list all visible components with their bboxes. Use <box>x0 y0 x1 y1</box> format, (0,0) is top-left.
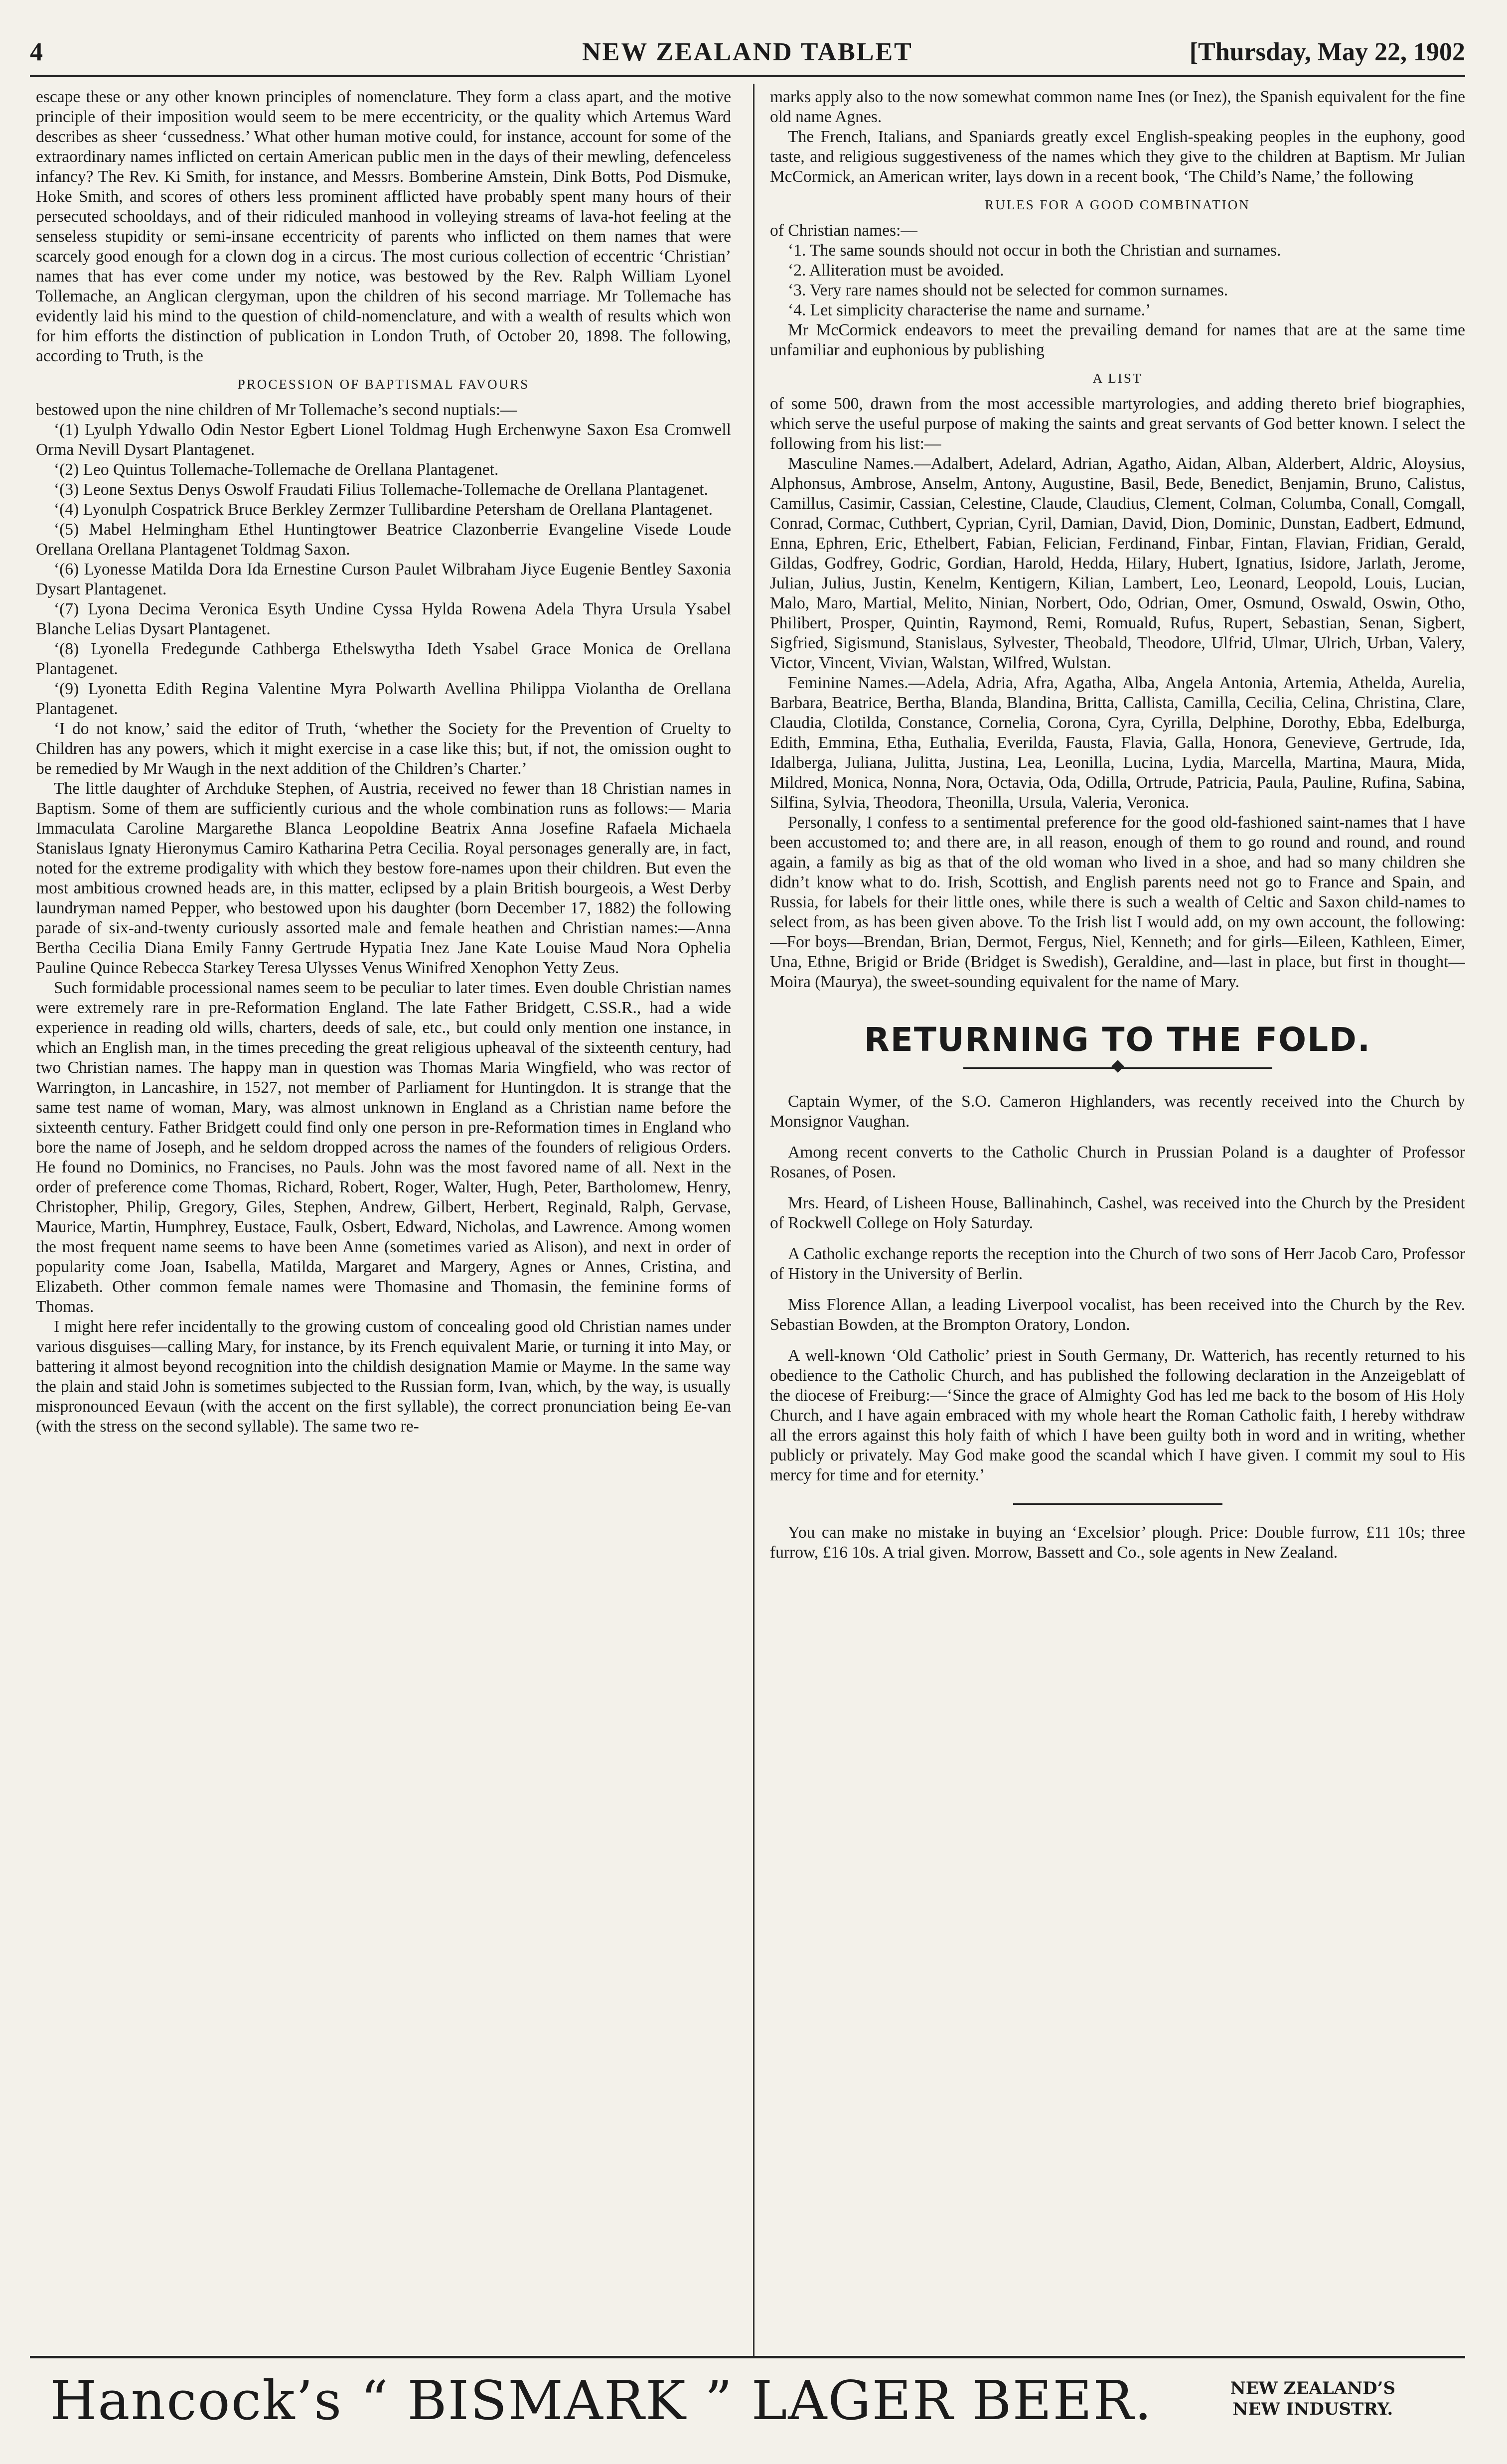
article-paragraph: Such formidable processional names seem to be peculiar to later times. Even double Christian names were extremely rare in pre-Reformation England. The late Father Bridgett, C.SS.R., had a wide experience in reading old wills, charters, deeds of sale, etc., but could only mention one instance, in which an English man, in the times preceding the great religious upheaval of the sixteenth century, had two Christian names. The happy man in question was Thomas Maria Wingfield, who was rector of Warrington, in Lancashire, in 1527, not member of Parliament for Huntingdon. It is strange that the same test name of woman, Mary, was almost unknown in England as a Christian name before the sixteenth century. Father Bridgett could find only one person in pre-Reformation times in England who bore the name of Joseph, and he seldom dropped across the names of the founders of religious Orders. He found no Dominics, no Francises, no Pauls. John was the most favored name of all. Next in the order of preference come Thomas, Richard, Robert, Roger, Walter, Hugh, Peter, Bartholomew, Henry, Christopher, Philip, Gregory, Giles, Stephen, Andrew, Gilbert, Herbert, Reginald, Ralph, Gervase, Maurice, Martin, Humphrey, Eustace, Faulk, Osbert, Edward, Nicholas, and Lawrence. Among women the most frequent name seems to have been Anne (sometimes varied as Alison), and next in order of popularity come Joan, Isabella, Matilda, Margaret and Margery, Agnes or Annes, Cristina, and Elizabeth. Other common female names were Thomasine and Thomasin, the feminine forms of Thomas. <box>36 979 731 1316</box>
plough-advert: You can make no mistake in buying an ‘Excelsior’ plough. Price: Double furrow, £11 10s; three furrow, £16 10s. A trial given. Morrow, Bassett and Co., sole agents in New Zealand. <box>770 1523 1465 1562</box>
right-column <box>770 87 1465 2349</box>
news-item: Mrs. Heard, of Lisheen House, Ballinahinch, Cashel, was received into the Church by the President of Rockwell College on Holy Saturday. <box>770 1194 1465 1232</box>
footer-rule <box>30 2356 1465 2358</box>
rule-item: ‘1. The same sounds should not occur in both the Christian and surnames. <box>788 241 1281 260</box>
rule-item: ‘4. Let simplicity characterise the name and surname.’ <box>788 301 1151 319</box>
lager-advert: Hancock’s “ BISMARK ” LAGER BEER. <box>50 2370 1153 2432</box>
name-list-item: ‘(1) Lyulph Ydwallo Odin Nestor Egbert Lionel Toldmag Hugh Erchenwyne Saxon Esa Cromwell Orma Nevill Dysart Plantagenet. <box>36 421 731 459</box>
industry-line-1: NEW ZEALAND’S <box>1230 2378 1395 2398</box>
list-subhead: A LIST <box>1092 371 1143 386</box>
advert-rule <box>1013 1503 1222 1505</box>
article-subhead: PROCESSION OF BAPTISMAL FAVOURS <box>237 377 530 392</box>
name-list-item: ‘(2) Leo Quintus Tollemache-Tollemache de Orellana Plantagenet. <box>54 460 499 479</box>
name-list-item: ‘(7) Lyona Decima Veronica Esyth Undine Cyssa Hylda Rowena Adela Thyra Ursula Ysabel Blanche Lelias Dysart Plantagenet. <box>36 600 731 638</box>
name-list-item: ‘(9) Lyonetta Edith Regina Valentine Myra Polwarth Avellina Philippa Violantha de Orellana Plantagenet. <box>36 680 731 718</box>
news-item: Captain Wymer, of the S.O. Cameron Highlanders, was recently received into the Church by Monsignor Vaughan. <box>770 1092 1465 1131</box>
name-list-item: ‘(4) Lyonulph Cospatrick Bruce Berkley Zermzer Tullibardine Petersham de Orellana Plantagenet. <box>54 500 713 519</box>
article-paragraph: ‘I do not know,’ said the editor of Truth, ‘whether the Society for the Prevention of Cruelty to Children has any powers, which it might exercise in a case like this; but, if not, the omission ought to be remedied by Mr Waugh in the next addition of the Children’s Charter.’ <box>36 720 731 778</box>
rule-item: ‘2. Alliteration must be avoided. <box>788 261 1004 280</box>
name-list-item: ‘(6) Lyonesse Matilda Dora Ida Ernestine Curson Paulet Wilbraham Jiyce Eugenie Bentley Saxonia Dysart Plantagenet. <box>36 560 731 598</box>
article-paragraph: escape these or any other known principles of nomenclature. They form a class apart, and the motive principle of their imposition would seem to be mere eccentricity, or the quality which Artemus Ward describes as sheer ‘cussedness.’ What other human motive could, for instance, account for some of the extraordinary names inflicted on certain American public men in the days of their mewling, defenceless infancy? The Rev. Ki Smith, for instance, and Messrs. Bomberine Amstein, Dink Botts, Pod Dismuke, Hoke Smith, and scores of others less prominent afflicted have probably spent many hours of their persecuted schooldays, and of their ridiculed manhood in volleying streams of lava-hot feeling at the senseless stupidity or semi-insane eccentricity of parents who inflicted on them names that were scarcely good enough for a clown dog in a circus. The most curious collection of eccentric ‘Christian’ names that has ever come under my notice, was bestowed by the Rev. Ralph William Lyonel Tollemache, an Anglican clergyman, upon the children of his second marriage. Mr Tollemache has evidently laid his mind to the question of child-nomenclature, and with a wealth of results which won for him efforts the distinction of publication in London Truth, of October 20, 1898. The following, according to Truth, is the <box>36 88 731 365</box>
rules-subhead: RULES FOR A GOOD COMBINATION <box>985 197 1250 212</box>
article-paragraph: The French, Italians, and Spaniards greatly excel English-speaking peoples in the euphony, good taste, and religious suggestiveness of the names which they give to the children at Baptism. Mr Julian McCormick, an American writer, lays down in a recent book, ‘The Child’s Name,’ the following <box>770 128 1465 186</box>
article-paragraph: I might here refer incidentally to the growing custom of concealing good old Christian names under various disguises—calling Mary, for instance, by its French equivalent Marie, or turning it into May, or battering it almost beyond recognition into the childish designation Mamie or Mayme. In the same way the plain and staid John is sometimes subjected to the Russian form, Ivan, which, by the way, is usually mispronounced Eevaun (with the accent on the first syllable), the correct pronunciation being Ee-van (with the stress on the second syllable). The same two re- <box>36 1317 731 1436</box>
article-paragraph: bestowed upon the nine children of Mr Tollemache’s second nuptials:— <box>36 401 517 419</box>
news-items <box>770 1092 1465 1485</box>
name-list-item: ‘(5) Mabel Helmingham Ethel Huntingtower Beatrice Clazonberrie Evangeline Visede Loude Orellana Orellana Plantagenet Toldmag Saxon. <box>36 520 731 559</box>
rule-item: ‘3. Very rare names should not be selected for common surnames. <box>788 281 1228 299</box>
issue-date: [Thursday, May 22, 1902 <box>1189 38 1465 66</box>
industry-line-2: NEW INDUSTRY. <box>1232 2399 1393 2419</box>
footer-advert <box>30 2363 1465 2443</box>
header-rule <box>30 75 1465 77</box>
article-paragraph: of some 500, drawn from the most accessible martyrologies, and adding thereto brief biographies, which serve the useful purpose of making the saints and great servants of God better known. I select the following from his list:— <box>770 395 1465 453</box>
publication-title: NEW ZEALAND TABLET <box>582 38 913 66</box>
industry-tagline <box>1230 2378 1395 2420</box>
article-paragraph: The little daughter of Archduke Stephen, of Austria, received no fewer than 18 Christian names in Baptism. Some of them are sufficiently curious and the whole combination runs as follows:— Maria Immaculata Caroline Margarethe Blanca Leopoldine Beatrix Anna Josefine Rafaela Michaela Stanislaus Ignaty Hieronymus Camiro Katharina Petra Cecilia. Royal personages generally are, in fact, noted for the extreme prodigality with which they bestow fore-names upon their children. But even the most ambitious crowned heads are, in this matter, eclipsed by a plain British bourgeois, a West Derby laundryman named Pepper, who bestowed upon his daughter (born December 17, 1882) the following parade of six-and-twenty curiously assorted male and female heathen and Christian names:—Anna Bertha Cecilia Diana Emily Fanny Gertrude Hypatia Inez Jane Kate Louise Maud Nora Ophelia Pauline Quince Rebecca Starkey Teresa Ulysses Venus Winifred Xenophon Yetty Zeus. <box>36 779 731 977</box>
news-item: Among recent converts to the Catholic Church in Prussian Poland is a daughter of Professor Rosanes, of Posen. <box>770 1143 1465 1181</box>
masculine-names: Masculine Names.—Adalbert, Adelard, Adrian, Agatho, Aidan, Alban, Alderbert, Aldric, Aloysius, Alphonsus, Ambrose, Anselm, Antony, Augustine, Basil, Bede, Benedict, Benjamin, Bruno, Calistus, Camillus, Casimir, Cassian, Celestine, Claude, Claudius, Clement, Colman, Columba, Conall, Comgall, Conrad, Cormac, Cuthbert, Cyprian, Cyril, Damian, David, Dion, Dominic, Dunstan, Eadbert, Edmund, Enna, Ephren, Eric, Ethelbert, Fabian, Felician, Ferdinand, Finbar, Fintan, Flavian, Fridian, Gerald, Gildas, Godfrey, Godric, Gordian, Harold, Hedda, Hilary, Hubert, Ignatius, Isidore, Jarlath, Jerome, Julian, Julius, Justin, Kenelm, Kentigern, Kilian, Lambert, Leo, Leonard, Leopold, Louis, Lucian, Malo, Maro, Martial, Melito, Ninian, Norbert, Odo, Odrian, Omer, Osmund, Oswald, Oswin, Otho, Philibert, Prosper, Quintin, Raymond, Remi, Romuald, Rufus, Rupert, Sebastian, Senan, Sigbert, Sigfried, Sigismund, Stanislaus, Sylvester, Theobald, Theodore, Ulfrid, Ulmar, Ulrich, Urban, Valery, Victor, Vincent, Vivian, Walstan, Wilfred, Wulstan. <box>770 454 1465 672</box>
article-paragraph: marks apply also to the now somewhat common name Ines (or Inez), the Spanish equivalent for the fine old name Agnes. <box>770 88 1465 126</box>
column-divider <box>753 84 754 2356</box>
article-paragraph: of Christian names:— <box>770 221 917 240</box>
news-item: Miss Florence Allan, a leading Liverpool vocalist, has been received into the Church by the Rev. Sebastian Bowden, at the Brompton Oratory, London. <box>770 1296 1465 1334</box>
article-paragraph: Personally, I confess to a sentimental preference for the good old-fashioned saint-names that I have been accustomed to; and there are, in all reason, enough of them to go round and round, and round again, a family as big as that of the old woman who lived in a shoe, and had so many children she didn’t know what to do. Irish, Scottish, and English parents need not go to France and Spain, and Russia, for labels for their little ones, while there is such a wealth of Celtic and Saxon child-names to select from, as has been given above. To the Irish list I would add, on my own account, the following:—For boys—Brendan, Brian, Dermot, Fergus, Niel, Kenneth; and for girls—Eileen, Kathleen, Eimer, Una, Ethne, Brigid or Bride (Bridget is Swedish), Geraldine, and—last in place, but first in thought—Moira (Maurya), the sweet-sounding equivalent for the name of Mary. <box>770 813 1465 991</box>
feminine-names: Feminine Names.—Adela, Adria, Afra, Agatha, Alba, Angela Antonia, Artemia, Athelda, Aurelia, Barbara, Beatrice, Bertha, Blanda, Blandina, Britta, Callista, Camilla, Cecilia, Celina, Christina, Clare, Claudia, Clotilda, Constance, Cornelia, Corona, Cyra, Cyrilla, Delphine, Dorothy, Ebba, Edelburga, Edith, Emmina, Etha, Euthalia, Everilda, Fausta, Flavia, Galla, Honora, Genevieve, Gertrude, Ida, Idalberga, Juliana, Julitta, Justina, Lea, Leonilla, Lucina, Lydia, Marcella, Martina, Maura, Mida, Mildred, Monica, Nonna, Nora, Octavia, Oda, Odilla, Ortrude, Patricia, Paula, Pauline, Rufina, Sabina, Silfina, Sylvia, Theodora, Theonilla, Ursula, Valeria, Veronica. <box>770 674 1465 812</box>
name-list-item: ‘(3) Leone Sextus Denys Oswolf Fraudati Filius Tollemache-Tollemache de Orellana Plantagenet. <box>54 480 708 499</box>
left-column <box>36 87 731 2349</box>
news-item: A well-known ‘Old Catholic’ priest in South Germany, Dr. Watterich, has recently returned to his obedience to the Catholic Church, and has published the following declaration in the Anzeigeblatt of the diocese of Freiburg:—‘Since the grace of Almighty God has led me back to the bosom of His Holy Church, and I have again embraced with my whole heart the Roman Catholic faith, I hereby withdraw all the errors against this holy faith of which I have been guilty both in word and in writing, whether publicly or privately. May God make good the scandal which I have given. I commit my soul to His mercy for time and for eternity.’ <box>770 1346 1465 1484</box>
page-header <box>30 27 1465 72</box>
ornamental-rule <box>963 1062 1272 1074</box>
section-title: RETURNING TO THE FOLD. <box>864 1020 1371 1059</box>
name-list-item: ‘(8) Lyonella Fredegunde Cathberga Ethelswytha Ideth Ysabel Grace Monica de Orellana Plantagenet. <box>36 640 731 678</box>
news-item: A Catholic exchange reports the reception into the Church of two sons of Herr Jacob Caro, Professor of History in the University of Berlin. <box>770 1245 1465 1283</box>
article-paragraph: Mr McCormick endeavors to meet the prevailing demand for names that are at the same time unfamiliar and euphonious by publishing <box>770 321 1465 359</box>
page-number: 4 <box>30 38 43 66</box>
